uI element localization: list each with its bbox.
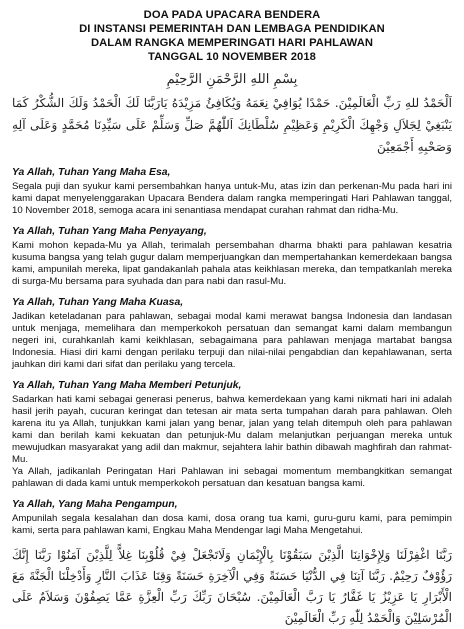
section-paragraph: Ampunilah segala kesalahan dan dosa kami, dosa orang tua kami, guru-guru kami, para pemimpin kami, serta para pahlawan kami, Engkau Maha Mendengar lagi Maha Mengetahui. xyxy=(12,513,452,536)
section-maha-esa xyxy=(12,167,452,217)
section-heading: Ya Allah, Tuhan Yang Maha Memberi Petunjuk, xyxy=(12,380,242,391)
bismillah-text: بِسْمِ اللهِ الرَّحْمَنِ الرَّحِيْمِ xyxy=(166,72,298,87)
section-maha-kuasa xyxy=(12,297,452,371)
section-heading: Ya Allah, Tuhan Yang Maha Esa, xyxy=(12,167,171,178)
title-line-3: DALAM RANGKA MEMPERINGATI HARI PAHLAWAN xyxy=(90,37,374,49)
arabic-opening-prayer: اَلْحَمْدُ للهِ رَبِّ الْعَالَمِيْنَ. حَمْدًا يُوَافِيْ نِعَمَهُ وَيُكَافِئُ مَزِيْدَهُ يَارَبَّنَا لَكَ الْحَمْدُ وَلَكَ الشُّكْرُ كَمَا يَنْبَغِيْ لِجَلاَلِ وَجْهِكَ الْكَرِيْمِ وَعَظِيْمِ سُلْطَانِكَ اَللّٰهُمَّ صَلِّ وَسَلِّمْ عَلَى سَيِّدِنَا مُحَمَّدٍ وَعَلَى آلِهِ وَصَحْبِهِ أَجْمَعِيْنَ xyxy=(12,96,452,154)
section-maha-memberi-petunjuk xyxy=(12,380,452,490)
section-paragraph: Ya Allah, jadikanlah Peringatan Hari Pahlawan ini sebagai momentum membangkitkan semangat pahlawan di dada kami untuk memperkokoh persatuan dan kesatuan bangsa kami. xyxy=(12,466,452,489)
title-line-1: DOA PADA UPACARA BENDERA xyxy=(143,9,321,21)
title-line-2: DI INSTANSI PEMERINTAH DAN LEMBAGA PENDIDIKAN xyxy=(79,23,385,35)
section-paragraph: Kami mohon kepada-Mu ya Allah, terimalah persembahan dharma bhakti para pahlawan kesatria kusuma bangsa yang telah gugur dalam memperjuangkan dan mempertahankan kemerdekaan bangsa kami, ampunilah mereka, lipat gandakanlah pahala atas keikhlasan mereka, dan tempatkanlah mereka di surga-Mu bersama para syuhada dan para nabi dan rasul-Mu. xyxy=(12,240,452,287)
document-title xyxy=(12,8,452,64)
section-heading: Ya Allah, Tuhan Yang Maha Kuasa, xyxy=(12,297,184,308)
section-maha-penyayang xyxy=(12,226,452,288)
section-heading: Ya Allah, Tuhan Yang Maha Penyayang, xyxy=(12,226,207,237)
section-paragraph: Sadarkan hati kami sebagai generasi penerus, bahwa kemerdekaan yang kami nikmati hari ini adalah hasil jerih payah, cucuran keringat dan tetesan air mata serta tumpahan darah para pahlawan. Oleh karena itu ya Allah, tunjukkan kami jalan yang benar, jalan yang telah ditempuh oleh para pahlawan kami dan berilah kami kekuatan dan petunjuk-Mu dalam melanjutkan perjuangan mereka untuk mewujudkan masyarakat yang adil dan makmur, sejahtera lahir bathin dibawah maghfirah dan rahmat-Mu. xyxy=(12,394,452,465)
title-line-4: TANGGAL 10 NOVEMBER 2018 xyxy=(148,51,316,63)
section-maha-pengampun xyxy=(12,499,452,537)
section-paragraph: Segala puji dan syukur kami persembahkan hanya untuk-Mu, atas izin dan perkenan-Mu pada hari ini kami dapat menyelenggarakan Upacara Bendera dalam rangka memperingati Hari Pahlawan tanggal, 10 November 2018, semoga acara ini senantiasa mendapat curahan rahmat dan ridha-Mu. xyxy=(12,181,452,216)
arabic-closing-prayer: رَبَّنَا اغْفِرْلَنَا وَلِإِخْوَانِنَا الَّذِيْنَ سَبَقُوْنَا بِالْإِيْمَانِ وَلَاتَجْعَلْ فِيْ قُلُوْبِنَا غِلاًّ لِلَّذِيْنَ آمَنُوْا رَبَّنَا إِنَّكَ رَؤُوْفٌ رَحِيْمٌ. رَبَّنَا آتِنَا فِي الدُّنْيَا حَسَنَةً وَفِي الْآخِرَةِ حَسَنَةً وَقِنَا عَذَابَ النَّارِ وَأَدْخِلْنَا الْجَنَّةَ مَعَ الْأَبْرَارِ يَا عَزِيْزُ يَا غَفَّارُ يَا رَبَّ الْعَالَمِيْنَ. سُبْحَانَ رَبِّكَ رَبِّ الْعِزَّةِ عَمَّا يَصِفُوْنَ وَسَلاَمٌ عَلَى الْمُرْسَلِيْنَ وَالْحَمْدُ لِلّٰهِ رَبِّ الْعَالَمِيْنَ xyxy=(12,548,452,625)
section-heading: Ya Allah, Yang Maha Pengampun, xyxy=(12,499,178,510)
section-paragraph: Jadikan keteladanan para pahlawan, sebagai modal kami merawat bangsa Indonesia dan landasan untuk menjaga, memelihara dan memperkokoh persatuan dan semangat kami dalam membangun negeri ini, curahkanlah kami keikhlasan, sebagaimana para pahlawan menjaga martabat bangsa Indonesia. Hiasi diri kami dengan perilaku terpuji dan nilai-nilai pengabdian dan kepahlawanan, serta jauhkan diri kami dari sifat dan perilaku yang tercela. xyxy=(12,311,452,370)
